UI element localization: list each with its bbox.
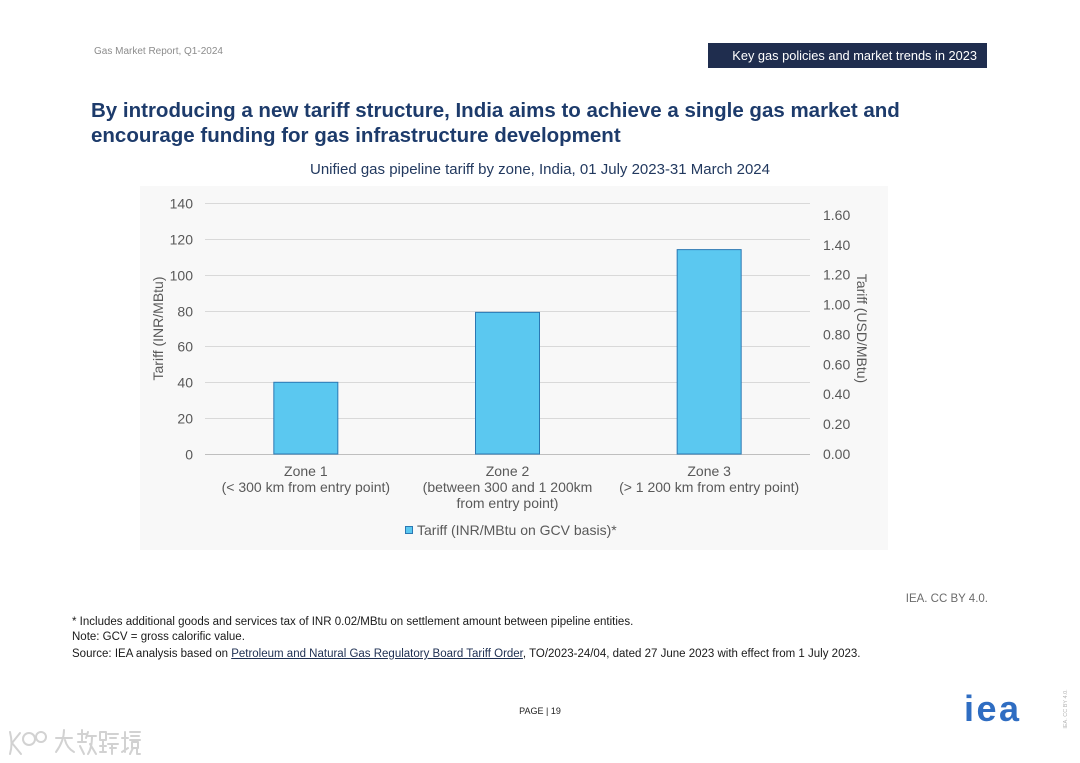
iea-logo: iea — [964, 688, 1022, 729]
source-prefix: Source: IEA analysis based on — [72, 648, 232, 660]
page-heading: By introducing a new tariff structure, India aims to achieve a single gas market and encourage funding for gas infrastructure development — [91, 99, 900, 147]
bar — [476, 312, 540, 454]
y2-tick-label: 1.60 — [823, 206, 851, 223]
y2-tick-label: 0.40 — [823, 386, 851, 403]
chart-credit: IEA. CC BY 4.0. — [905, 593, 988, 605]
y-tick-label: 60 — [177, 338, 193, 355]
y2-tick-label: 1.20 — [823, 266, 851, 283]
y2-tick-label: 0.00 — [823, 446, 851, 462]
footnote-note: Note: GCV = gross calorific value. — [72, 631, 245, 643]
bar — [274, 382, 338, 454]
x-category-label: Zone 2 (between 300 and 1 200km from entry point) — [422, 463, 593, 511]
y-axis-title: Tariff (INR/MBtu) — [150, 276, 166, 381]
source-suffix: , TO/2023-24/04, dated 27 June 2023 with effect from 1 July 2023. — [522, 648, 861, 660]
footnote-asterisk: * Includes additional goods and services tax of INR 0.02/MBtu on settlement amount between pipeline entities. — [72, 616, 634, 628]
y2-tick-label: 1.40 — [823, 236, 851, 253]
y2-tick-label: 0.60 — [823, 356, 851, 373]
y-tick-label: 100 — [169, 267, 193, 284]
y2-tick-label: 1.00 — [823, 296, 851, 313]
y2-tick-label: 0.80 — [823, 326, 851, 343]
y-tick-label: 0 — [185, 446, 193, 463]
x-category-label: Zone 3 (> 1 200 km from entry point) — [619, 463, 800, 495]
side-credit: IEA. CC BY 4.0. — [1063, 689, 1069, 729]
chart-area — [140, 186, 888, 550]
report-name: Gas Market Report, Q1-2024 — [94, 46, 223, 57]
legend-swatch — [405, 526, 413, 534]
chart-title: Unified gas pipeline tariff by zone, India, 01 July 2023-31 March 2024 — [309, 161, 770, 178]
footnote-source — [72, 647, 860, 661]
y2-tick-label: 0.20 — [823, 416, 851, 433]
section-tag: Key gas policies and market trends in 2023 — [708, 43, 987, 68]
y-tick-label: 40 — [177, 374, 193, 391]
bar — [677, 250, 741, 454]
x-category-label: Zone 1 (< 300 km from entry point) — [221, 463, 391, 495]
chart-legend — [405, 522, 617, 538]
y-tick-label: 20 — [177, 410, 193, 427]
page-number: PAGE | 19 — [519, 706, 561, 716]
tariff-order-link[interactable]: Petroleum and Natural Gas Regulatory Board Tariff Order — [231, 648, 523, 660]
y2-axis-title: Tariff (USD/MBtu) — [854, 273, 870, 384]
y-tick-label: 80 — [177, 303, 193, 320]
y-tick-label: 140 — [169, 195, 193, 212]
legend-label: Tariff (INR/MBtu on GCV basis)* — [417, 522, 617, 538]
watermark-logo — [4, 724, 144, 760]
y-tick-label: 120 — [169, 231, 193, 248]
